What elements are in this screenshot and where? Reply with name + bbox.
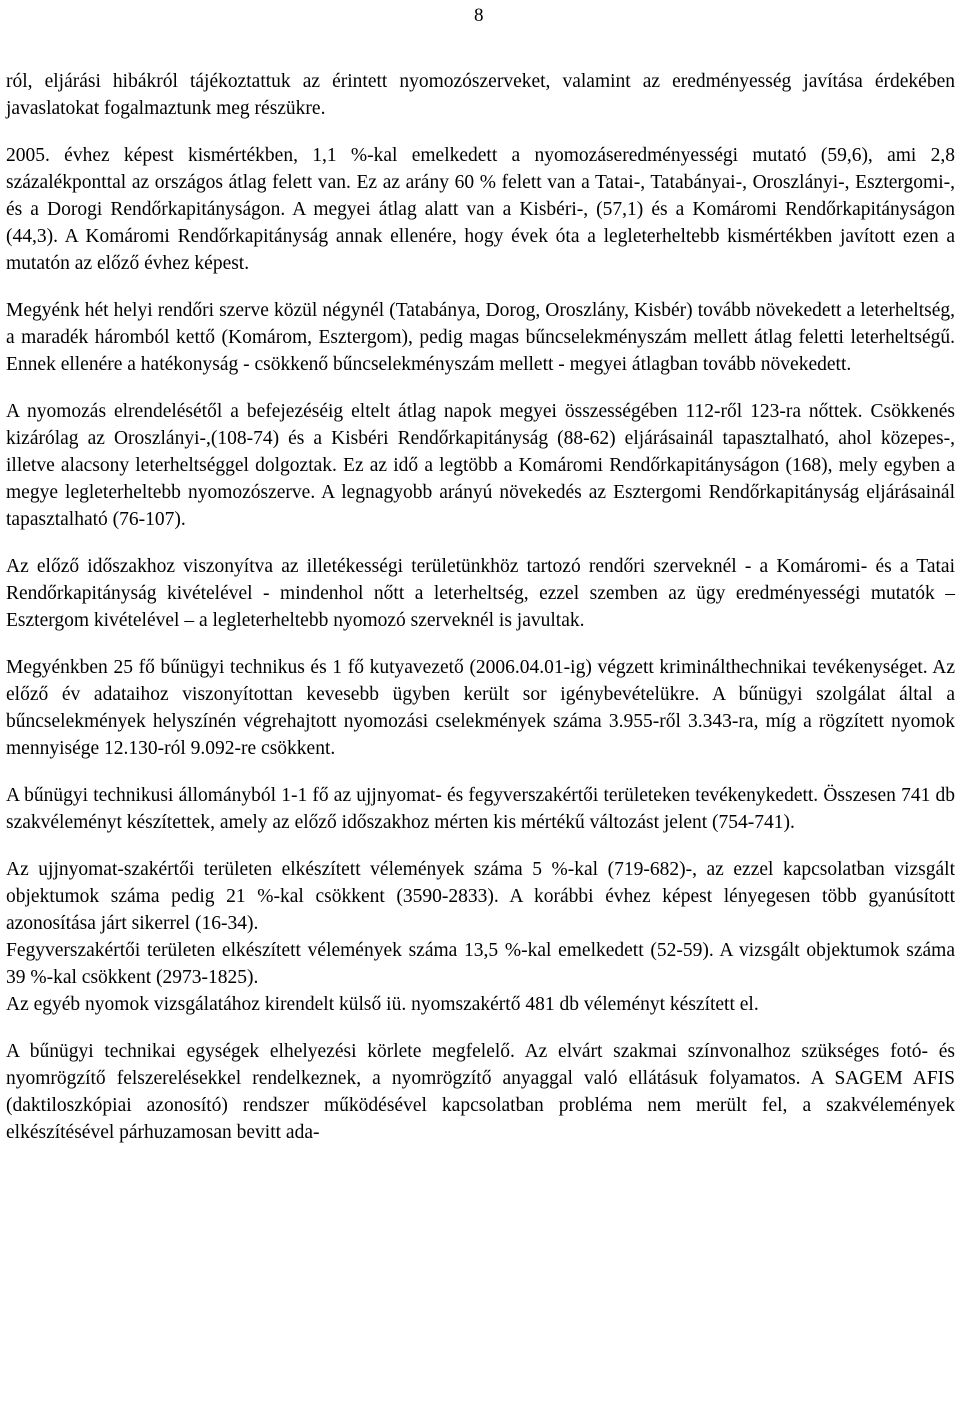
paragraph-firearms-experts: Fegyverszakértői területen elkészített vélemények száma 13,5 %-kal emelkedett (52-59). A vizsgált objektumok száma 39 %-kal csökkent (2973-1825).	[6, 940, 955, 988]
paragraph-workload-comparison: Az előző időszakhoz viszonyítva az illetékességi területünkhöz tartozó rendőri szerveknél - a Komáromi- és a Tatai Rendőrkapitányság kivételével - mindenhol nőtt a leterheltség, ezzel szemben az ügy eredményességi mutatók – Esztergom kivételével – a legleterheltebb nyomozó szerveknél is javultak.	[6, 556, 955, 631]
paragraph-investigation-errors: ról, eljárási hibákról tájékoztattuk az érintett nyomozószerveket, valamint az eredményesség javítása érdekében javaslatokat fogalmaztunk meg részükre.	[6, 71, 955, 119]
paragraph-forensic-technicians: Megyénkben 25 fő bűnügyi technikus és 1 fő kutyavezető (2006.04.01-ig) végzett kriminálthechnikai tevékenységet. Az előző év adataihoz viszonyítottan kevesebb ügyben került sor igénybevételükre. A bűnügyi szolgálat által a bűncselekmények helyszínén végrehajtott nyomozási cselekmények száma 3.955-ről 3.343-ra, míg a rögzített nyomok mennyisége 12.130-ról 9.092-re csökkent.	[6, 657, 955, 759]
paragraph-investigation-duration: A nyomozás elrendelésétől a befejezéséig eltelt átlag napok megyei összességében 112-ről 123-ra nőttek. Csökkenés kizárólag az Oroszlányi-,(108-74) és a Kisbéri Rendőrkapitányság (88-62) eljárásainál tapasztalható, ahol közepes-, illetve alacsony leterheltséggel dolgoztak. Ez az idő a legtöbb a Komáromi Rendőrkapitányságon (168), mely egyben a megye legleterheltebb nyomozószerve. A legnagyobb arányú növekedés az Esztergomi Rendőrkapitányság eljárásainál tapasztalható (76-107).	[6, 401, 955, 530]
paragraph-fingerprint-experts: Az ujjnyomat-szakértői területen elkészített vélemények száma 5 %-kal (719-682)-, az ezzel kapcsolatban vizsgált objektumok száma pedig 21 %-kal csökkent (3590-2833). A korábbi évhez képest lényegesen több gyanúsított azonosítása járt sikerrel (16-34).	[6, 859, 955, 934]
paragraph-forensic-units: A bűnügyi technikai egységek elhelyezési körlete megfelelő. Az elvárt szakmai színvonalhoz szükséges fotó- és nyomrögzítő felszerelésekkel rendelkeznek, a nyomrögzítő anyaggal való ellátásuk folyamatos. A SAGEM AFIS (daktiloszkópiai azonosító) rendszer működésével kapcsolatban probléma nem merült fel, a szakvélemények elkészítésével párhuzamosan bevitt ada-	[6, 1041, 955, 1143]
paragraph-workload: Megyénk hét helyi rendőri szerve közül négynél (Tatabánya, Dorog, Oroszlány, Kisbér) tovább növekedett a leterheltség, a maradék háromból kettő (Komárom, Esztergom), pedig magas bűncselekményszám mellett átlag feletti leterheltségű. Ennek ellenére a hatékonyság - csökkenő bűncselekményszám mellett - megyei átlagban tovább növekedett.	[6, 300, 955, 375]
paragraph-external-experts: Az egyéb nyomok vizsgálatához kirendelt külső iü. nyomszakértő 481 db véleményt készített el.	[6, 994, 759, 1015]
document-body	[6, 68, 955, 1146]
page-number: 8	[474, 5, 484, 26]
paragraph-efficiency-indicator: 2005. évhez képest kismértékben, 1,1 %-kal emelkedett a nyomozáseredményességi mutató (59,6), ami 2,8 százalékponttal az országos átlag felett van. Ez az arány 60 % felett van a Tatai-, Tatabányai-, Oroszlányi-, Esztergomi-, és a Dorogi Rendőrkapitányságon. A megyei átlag alatt van a Kisbéri-, (57,1) és a Komáromi Rendőrkapitányságon (44,3). A Komáromi Rendőrkapitányság annak ellenére, hogy évek óta a legleterheltebb kismértékben javított ezen a mutatón az előző évhez képest.	[6, 145, 955, 274]
paragraph-expert-opinions: A bűnügyi technikusi állományból 1-1 fő az ujjnyomat- és fegyverszakértői területeken tevékenykedett. Összesen 741 db szakvéleményt készítettek, amely az előző időszakhoz mérten kis mértékű változást jelent (754-741).	[6, 785, 955, 833]
